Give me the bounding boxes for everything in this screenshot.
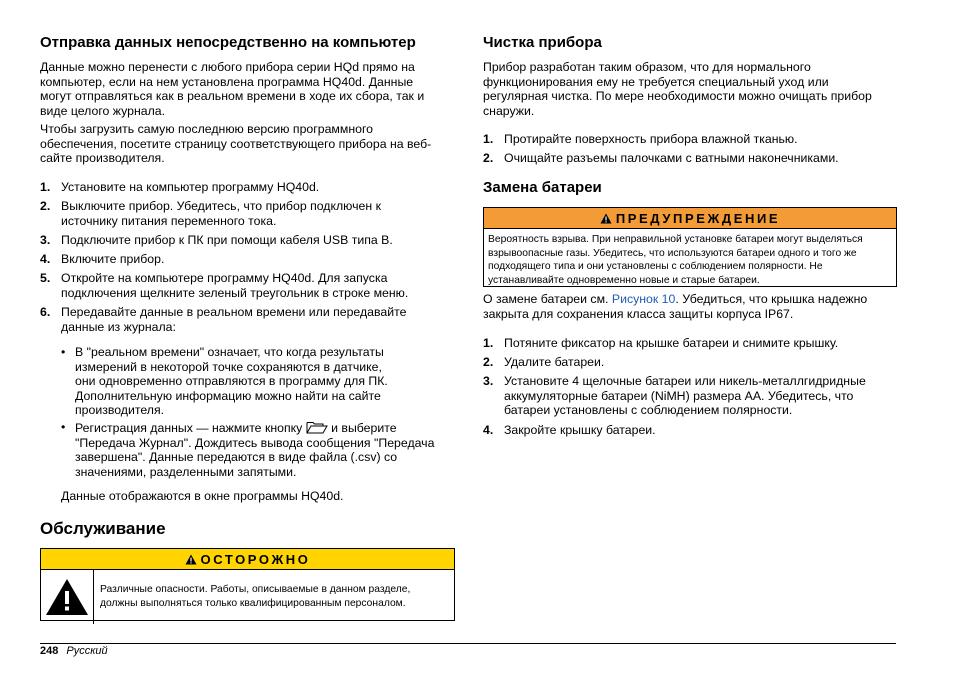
caution-box bbox=[40, 548, 455, 621]
warning-triangle-icon bbox=[600, 213, 612, 224]
list-item: 4. Закройте крышку батареи. bbox=[483, 423, 656, 437]
page-footer bbox=[40, 644, 108, 658]
caution-band bbox=[41, 549, 454, 570]
section-title-maintenance: Обслуживание bbox=[40, 519, 166, 538]
list-item: 2. Удалите батареи. bbox=[483, 355, 605, 369]
hazard-triangle-icon bbox=[44, 577, 90, 617]
list-item: • В "реальном времени" означает, что когда результаты измерений в некоторой точке сохраняются в датчике, они одновременно отправляются в программу для ПК. Дополнительную информацию можно найти на сайте производителя. bbox=[61, 345, 388, 418]
section-title-send-data: Отправка данных непосредственно на компьютер bbox=[40, 34, 416, 51]
paragraph-cleaning: Прибор разработан таким образом, что для нормального функционирования ему не требуется специальный уход или регулярная чистка. По мере необходимости можно очищать прибор снаружи. bbox=[483, 60, 872, 118]
warning-band bbox=[484, 208, 896, 229]
list-item: 1. Протирайте поверхность прибора влажной тканью. bbox=[483, 132, 798, 146]
list-item: 2. Очищайте разъемы палочками с ватными наконечниками. bbox=[483, 151, 839, 165]
footer-divider bbox=[40, 643, 896, 644]
list-item: 1. Потяните фиксатор на крышке батареи и снимите крышку. bbox=[483, 336, 839, 350]
list-item: 3. Подключите прибор к ПК при помощи кабеля USB типа B. bbox=[40, 233, 393, 247]
list-item: 6. Передавайте данные в реальном времени или передавайте данные из журнала: bbox=[40, 305, 407, 334]
warning-text: Вероятность взрыва. При неправильной установке батареи могут выделяться взрывоопасные газы. Убедитесь, что используются батареи одного и того же подходящего типа и они установлены с соблюдением полярности. Не устанавливайте одновременно новые и старые батареи. bbox=[488, 234, 863, 286]
section-title-cleaning: Чистка прибора bbox=[483, 34, 602, 51]
section-title-battery: Замена батареи bbox=[483, 179, 602, 196]
list-item: 3. Установите 4 щелочные батареи или никель-металлгидридные аккумуляторные батареи (NiMH) размера AA. Убедитесь, что батареи установлены с соблюдением полярности. bbox=[483, 374, 866, 418]
caution-label: ОСТОРОЖНО bbox=[200, 551, 311, 567]
warning-label: ПРЕДУПРЕЖДЕНИЕ bbox=[615, 210, 781, 226]
paragraph-display: Данные отображаются в окне программы HQ40d. bbox=[61, 489, 344, 503]
list-item: 1. Установите на компьютер программу HQ40d. bbox=[40, 180, 320, 194]
warning-triangle-icon bbox=[185, 554, 197, 565]
folder-icon bbox=[306, 420, 328, 434]
footer-language: Русский bbox=[66, 645, 108, 657]
paragraph-intro: Данные можно перенести с любого прибора серии HQd прямо на компьютер, если на нем установлена программа HQ40d. Данные могут отправляться как в реальном времени в ходе их сбора, так и виде целого журнала. bbox=[40, 60, 425, 118]
paragraph-battery: О замене батареи см. Рисунок 10. Убедиться, что крышка надежно закрыта для сохранения класса защиты корпуса IP67. bbox=[483, 292, 868, 321]
list-item: 2. Выключите прибор. Убедитесь, что прибор подключен к источнику питания переменного тока. bbox=[40, 199, 381, 228]
list-item: 5. Откройте на компьютере программу HQ40d. Для запуска подключения щелкните зеленый треугольник в строке меню. bbox=[40, 271, 409, 300]
list-item: 4. Включите прибор. bbox=[40, 252, 165, 266]
page-number: 248 bbox=[40, 645, 59, 657]
warning-box bbox=[483, 207, 897, 287]
caution-text: Различные опасности. Работы, описываемые в данном разделе, должны выполняться только квалифицированным персоналом. bbox=[100, 584, 411, 609]
figure-link[interactable]: Рисунок 10 bbox=[611, 292, 676, 306]
list-item: • Регистрация данных — нажмите кнопку и выберите "Передача Журнал". Дождитесь вывода сообщения "Передача завершена". Данные передаются в виде файла (.csv) со значениями, разделенными запятыми. bbox=[61, 420, 435, 479]
paragraph-download: Чтобы загрузить самую последнюю версию программного обеспечения, посетите страницу соответствующего прибора на веб-сайте производителя. bbox=[40, 122, 432, 166]
caution-content bbox=[41, 570, 454, 624]
